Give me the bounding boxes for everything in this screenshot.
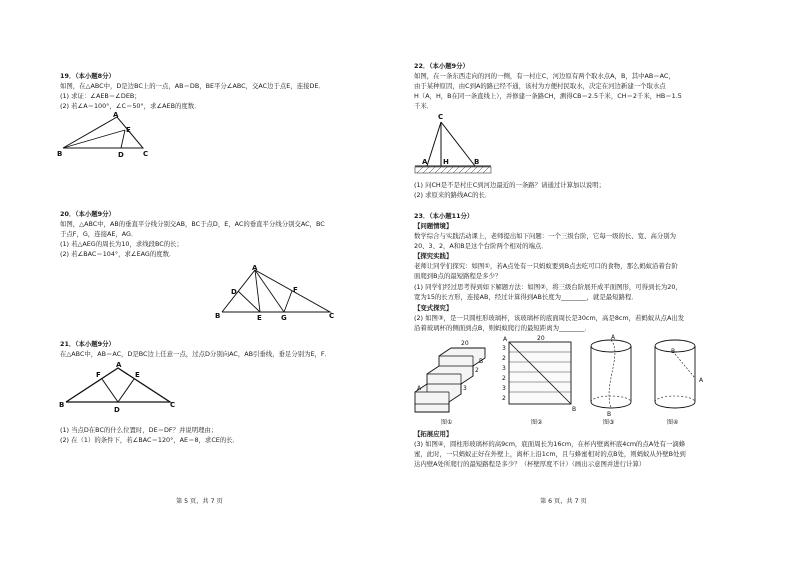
q22-label-h: H	[443, 158, 449, 166]
q22-label-b: B	[474, 158, 480, 166]
q23-heading-explore: 【探究实践】	[414, 252, 453, 260]
q22-text-1: 如图，在一条东西走向的河的一侧，有一村庄C，河边原有两个取水点A，B，其中AB＝AC，	[414, 72, 675, 80]
q20-part2: (2) 若∠BAC＝104°，求∠EAG的度数．	[60, 250, 176, 258]
q19-label-d: D	[118, 151, 124, 159]
q20-label-g: G	[281, 314, 287, 322]
q23-figure-1	[409, 334, 489, 426]
q21-part1: (1) 当点D在BC的什么位置时，DE＝DF？并说明理由；	[60, 426, 218, 434]
q23-fig2-num-5: 3	[502, 385, 506, 392]
q20-label-d: D	[231, 288, 237, 296]
q20-part1: (1) 若△AEG的周长为10，求线段BC的长；	[60, 240, 183, 248]
svg-text:A: A	[611, 334, 616, 341]
q23-heading-extend: 【拓展应用】	[414, 430, 453, 438]
q20-label-b: B	[215, 312, 221, 320]
q19-title: 19．（本小题8分）	[60, 72, 115, 80]
q20-text-2: 于点F，G，连接AE，AG．	[60, 230, 138, 238]
q21-label-d: D	[114, 406, 120, 414]
q21-title: 21．（本小题9分）	[60, 340, 115, 348]
q23-title: 23．（本小题11分）	[414, 212, 474, 220]
q23-fig2-num-1: 3	[502, 345, 506, 352]
svg-text:A: A	[699, 377, 704, 384]
q20-label-f: F	[293, 286, 298, 294]
q21-label-c: C	[170, 401, 176, 409]
q22-text-4: 千米．	[414, 102, 434, 110]
q21-text: 在△ABC中，AB＝AC，D是BC边上任意一点，过点D分别向AC，AB引垂线，垂足分别为E，F．	[60, 350, 331, 358]
q21-part2: (2) 在（1）的条件下，若∠BAC＝120°，AE＝8，求CE的长．	[60, 436, 239, 444]
q23-text-11: 达内壁A处所爬行的最短路程是多少？（杯壁厚度不计）（画出示意图并进行计算）	[414, 460, 646, 468]
q21-label-f: F	[96, 371, 101, 379]
q23-text-10: 蜜，此时，一只蚂蚁正好在外壁上，离杯上沿1cm，且与蜂蜜相对的点B处，则蚂蚁从外壁B处到	[414, 450, 686, 458]
svg-text:A: A	[417, 385, 422, 392]
q23-fig1-length: 20	[461, 340, 469, 347]
q23-figure-2	[497, 334, 577, 426]
right-page-footer: 第 6 页，共 7 页	[540, 498, 587, 505]
q20-label-c: C	[329, 312, 335, 320]
q19-label-c: C	[143, 150, 149, 158]
q23-fig2-num-3: 3	[502, 365, 506, 372]
q22-label-c: C	[438, 113, 444, 121]
q19-text: 如图，在△ABC中，D是边BC上的一点，AB＝DB，BE平分∠ABC，交AC边于点E，连接DE．	[60, 82, 325, 90]
q23-fig4-caption: 图④	[667, 419, 679, 426]
q19-label-e: E	[126, 126, 131, 134]
left-page-footer: 第 5 页，共 7 页	[176, 498, 223, 505]
q20-label-a: A	[252, 264, 258, 272]
svg-text:B: B	[607, 411, 612, 418]
q23-fig1-caption: 图①	[441, 419, 453, 426]
q23-text-9: (3) 如图④，圆柱形玻璃杯的高9cm，底面周长为16cm，在杯内壁离杯底4cm的点A处有一滴蜂	[414, 440, 686, 448]
svg-text:B: B	[479, 358, 484, 365]
svg-text:B: B	[572, 406, 577, 413]
q23-text-4: 面爬到B点的最短路程是多少？	[414, 272, 502, 280]
q23-heading-variant: 【变式探究】	[414, 304, 453, 312]
q23-fig2-num-2: 2	[502, 355, 506, 362]
q23-text-5: (1) 同学们经过思考得到如下解题方法：如图②，将三级台阶展开成平面图形，可得到长为20，	[414, 283, 682, 291]
q23-fig2-length: 20	[537, 335, 545, 342]
q23-text-2: 20、3、2，A和B是这个台阶两个相对的端点．	[414, 242, 548, 250]
q23-fig2-num-4: 2	[502, 375, 506, 382]
q22-figure	[411, 110, 496, 178]
q23-text-7: (2) 如图③，是一只圆柱形玻璃杯，该玻璃杯的底面周长是30cm，高是8cm，若蚂蚁从点A出发	[414, 314, 685, 322]
q22-label-a: A	[422, 158, 428, 166]
q22-part1: (1) 问CH是不是村庄C到河边最近的一条路？请通过计算加以说明；	[414, 181, 605, 189]
q22-part2: (2) 求原来的路线AC的长．	[414, 191, 492, 199]
q23-fig2-caption: 图②	[531, 419, 543, 426]
q21-label-b: B	[59, 401, 65, 409]
q21-label-e: E	[135, 371, 140, 379]
q23-fig1-num-b: 3	[463, 385, 467, 392]
q23-text-8: 沿着玻璃杯的侧面到点B，则蚂蚁爬行的最短距离为________．	[414, 324, 591, 332]
q22-text-2: 由于某种原因，由C到A的路已经不通，该村为方便村民取水，决定在河边新建一个取水点	[414, 82, 666, 90]
q19-part2: (2) 若∠A＝100°，∠C＝50°，求∠AEB的度数．	[60, 102, 201, 110]
q19-label-a: A	[113, 111, 119, 119]
q23-figure-3	[583, 334, 643, 426]
q23-figure-4	[647, 334, 711, 426]
q21-figure	[58, 358, 183, 414]
q20-title: 20．（本小题9分）	[60, 210, 115, 218]
right-page	[397, 0, 794, 561]
q23-text-3: 老师让同学们探究：如图①，若A点处有一只蚂蚁要到B点去吃可口的食物，那么蚂蚁沿着台阶	[414, 262, 678, 270]
svg-text:B: B	[671, 348, 676, 355]
q23-fig2-num-6: 2	[502, 395, 506, 402]
q23-fig3-caption: 图③	[603, 419, 615, 426]
q23-text-1: 数学综合与实践活动课上，老师提出如下问题：一个三级台阶，它每一级的长、宽、高分别为	[414, 232, 677, 240]
q21-label-a: A	[116, 361, 122, 369]
q22-text-3: H（A，H，B在同一条直线上），并修建一条路CH，测得CB＝2.5千米，CH＝2千米，HB＝1.5	[414, 92, 682, 100]
q19-label-b: B	[57, 150, 63, 158]
q20-label-e: E	[257, 314, 262, 322]
q19-part1: (1) 求证：∠AEB＝∠DEB；	[60, 92, 141, 100]
q19-figure	[55, 110, 165, 162]
q20-text-1: 如图，△ABC中，AB的垂直平分线分别交AB，BC于点D，E，AC的垂直平分线分别交AC，BC	[60, 220, 325, 228]
q23-fig1-num-a: 2	[475, 367, 479, 374]
q23-heading-problem: 【问题情境】	[414, 222, 453, 230]
q20-figure	[212, 262, 337, 322]
q22-title: 22．（本小题9分）	[414, 62, 469, 70]
q23-text-6: 宽为15的长方形，连接AB，经过计算得到AB长度为________，就是最短路程．	[414, 293, 638, 301]
svg-text:A: A	[503, 336, 508, 343]
